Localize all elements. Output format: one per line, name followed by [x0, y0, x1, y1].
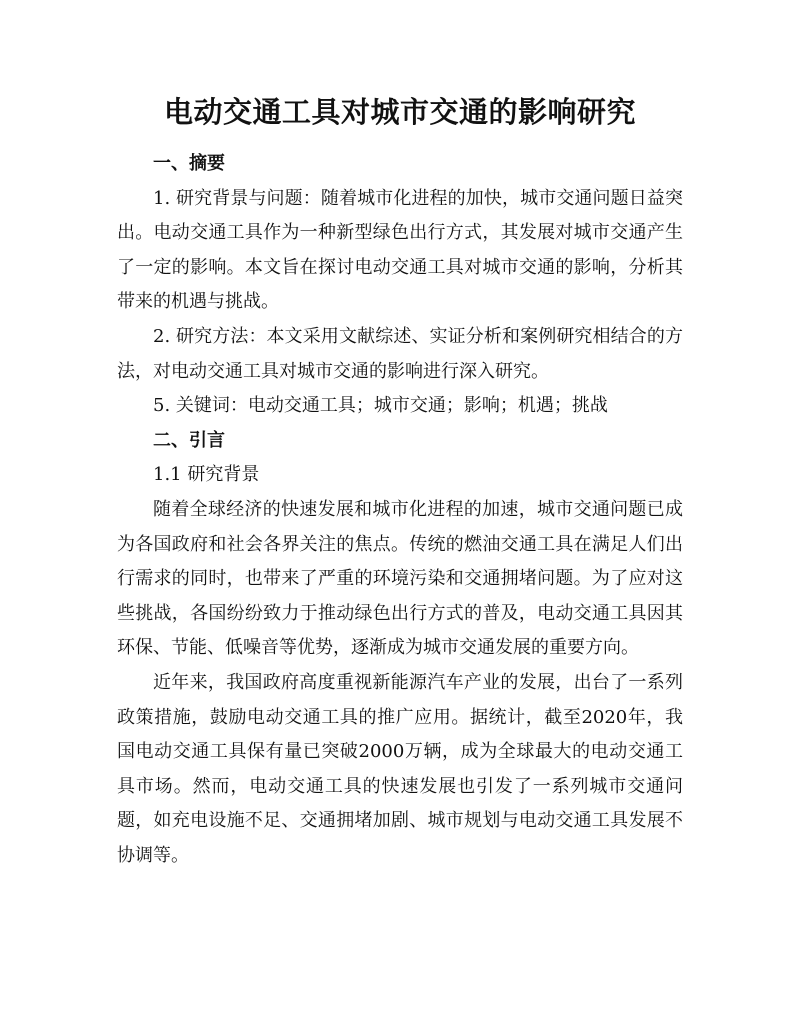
document-title: 电动交通工具对城市交通的影响研究 [163, 95, 636, 129]
section-heading-introduction: 二、引言 [153, 429, 225, 451]
introduction-paragraph-2: 近年来，我国政府高度重视新能源汽车产业的发展，出台了一系列政策措施，鼓励电动交通工具的推广应用。据统计，截至2020年，我国电动交通工具保有量已突破2000万辆，成为全球最大的电动交通工具市场。然而，电动交通工具的快速发展也引发了一系列城市交通问题，如充电设施不足、交通拥堵加剧、城市规划与电动交通工具发展不协调等。 [117, 671, 683, 866]
section-heading-abstract: 一、摘要 [153, 153, 225, 174]
introduction-paragraph-1: 随着全球经济的快速发展和城市化进程的加速，城市交通问题已成为各国政府和社会各界关注的焦点。传统的燃油交通工具在满足人们出行需求的同时，也带来了严重的环境污染和交通拥堵问题。为了应对这些挑战，各国纷纷致力于推动绿色出行方式的普及，电动交通工具因其环保、节能、低噪音等优势，逐渐成为城市交通发展的重要方向。 [117, 498, 683, 659]
abstract-paragraph-method: 2. 研究方法：本文采用文献综述、实证分析和案例研究相结合的方法，对电动交通工具对城市交通的影响进行深入研究。 [117, 325, 683, 382]
abstract-paragraph-keywords: 5. 关键词：电动交通工具；城市交通；影响；机遇；挑战 [153, 395, 608, 417]
abstract-paragraph-background: 1. 研究背景与问题：随着城市化进程的加快，城市交通问题日益突出。电动交通工具作为一种新型绿色出行方式，其发展对城市交通产生了一定的影响。本文旨在探讨电动交通工具对城市交通的影响，分析其带来的机遇与挑战。 [117, 187, 683, 313]
subsection-heading-background: 1.1 研究背景 [153, 464, 260, 486]
document-body [117, 147, 683, 873]
